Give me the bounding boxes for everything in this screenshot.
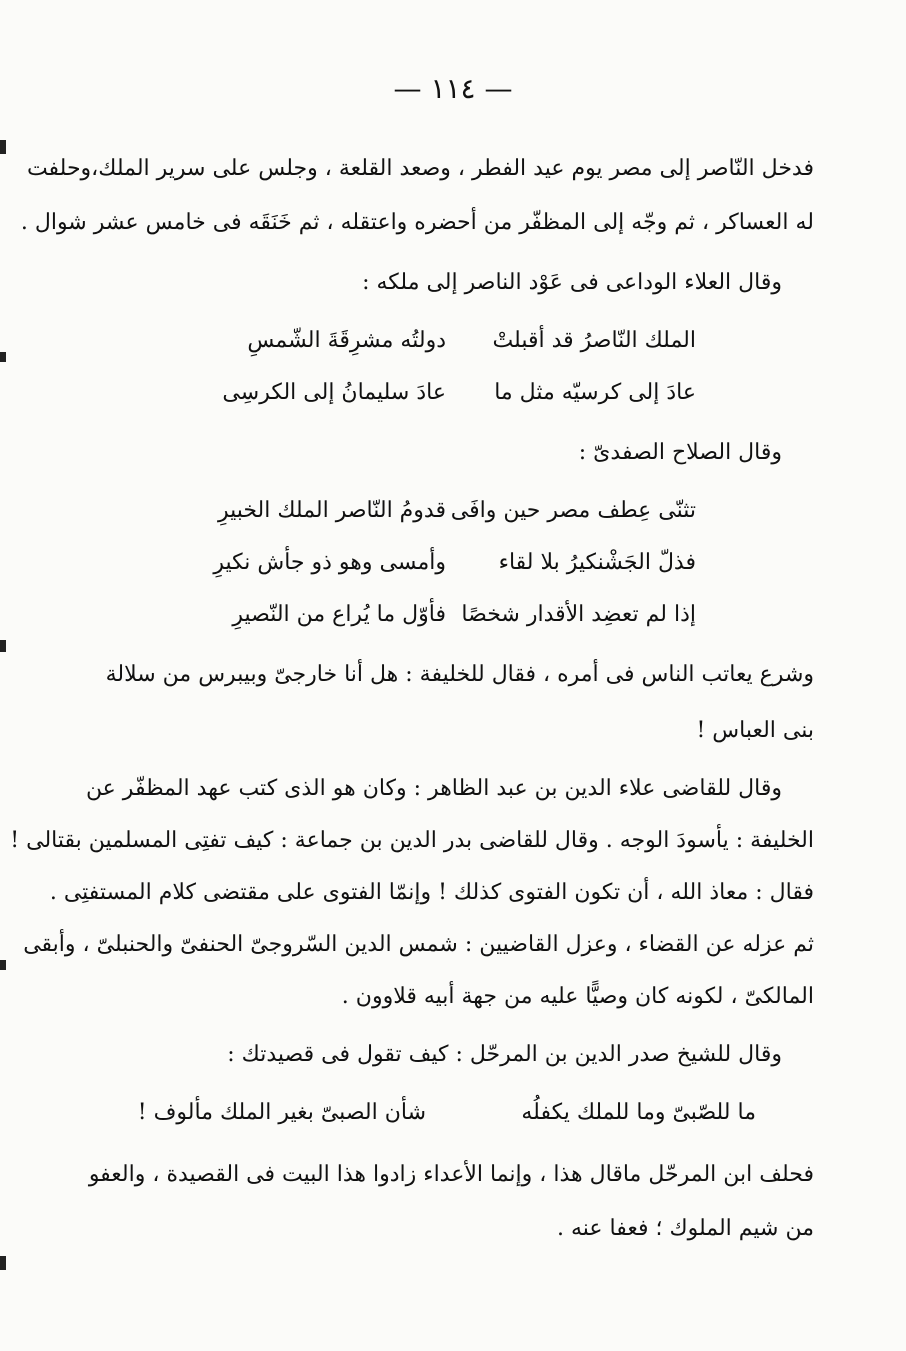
poem-hemistich: الملك النّاصرُ قد أقبلتْ — [492, 328, 696, 353]
poem-hemistich: عادَ إلى كرسيّه مثل ما — [494, 380, 696, 405]
body-line: ثم عزله عن القضاء ، وعزل القاضيين : شمس الدين السّروجىّ الحنفىّ والحنبلىّ ، وأبقى — [23, 932, 814, 957]
scan-edge-mark — [0, 352, 6, 362]
poem-hemistich: عادَ سليمانُ إلى الكرسِى — [222, 380, 446, 405]
poem-hemistich: دولتُه مشرِقَةَ الشّمسِ — [247, 328, 446, 353]
body-line: وشرع يعاتب الناس فى أمره ، فقال للخليفة : هل أنا خارجىّ وبيبرس من سلالة — [105, 662, 814, 687]
page-number: — ١١٤ — — [393, 72, 513, 105]
scan-edge-mark — [0, 960, 6, 970]
poem-hemistich: إذا لم تعضِد الأقدار شخصًا — [461, 602, 696, 627]
poem-hemistich: قدومُ النّاصر الملك الخبيرِ — [217, 498, 446, 523]
poem-hemistich: شأن الصبىّ بغير الملك مألوف ! — [137, 1100, 426, 1125]
body-line: وقال الصلاح الصفدىّ : — [578, 440, 782, 465]
body-line: المالكىّ ، لكونه كان وصيًّا عليه من جهة أبيه قلاوون . — [341, 984, 814, 1009]
body-line: وقال العلاء الوداعى فى عَوْد الناصر إلى ملكه : — [362, 270, 782, 295]
scan-edge-mark — [0, 140, 6, 154]
body-line: فقال : معاذ الله ، أن تكون الفتوى كذلك ! وإنمّا الفتوى على مقتضى كلام المستفتِى . — [49, 880, 814, 905]
body-line: وقال للشيخ صدر الدين بن المرحّل : كيف تقول فى قصيدتك : — [227, 1042, 782, 1067]
body-line: له العساكر ، ثم وجّه إلى المظفّر من أحضره واعتقله ، ثم خَنَقَه فى خامس عشر شوال . — [20, 210, 814, 235]
poem-hemistich: وأمسى وهو ذو جأش نكيرِ — [213, 550, 446, 575]
scan-edge-mark — [0, 1256, 6, 1270]
poem-hemistich: فأوّل ما يُراع من النّصيرِ — [232, 602, 446, 627]
body-line: من شيم الملوك ؛ فعفا عنه . — [556, 1216, 814, 1241]
scan-edge-mark — [0, 640, 6, 652]
body-line: الخليفة : يأسودَ الوجه . وقال للقاضى بدر الدين بن جماعة : كيف تفتِى المسلمين بقتالى ! — [10, 828, 814, 853]
poem-hemistich: فذلّ الجَشْنكيرُ بلا لقاء — [498, 550, 696, 575]
body-line: بنى العباس ! — [696, 718, 814, 743]
body-line: فدخل النّاصر إلى مصر يوم عيد الفطر ، وصعد القلعة ، وجلس على سرير الملك،وحلفت — [26, 156, 814, 181]
poem-hemistich: تثنّى عِطف مصر حين وافَى — [450, 498, 696, 523]
body-line: فحلف ابن المرحّل ماقال هذا ، وإنما الأعداء زادوا هذا البيت فى القصيدة ، والعفو — [88, 1162, 814, 1187]
body-line: وقال للقاضى علاء الدين بن عبد الظاهر : وكان هو الذى كتب عهد المظفّر عن — [85, 776, 782, 801]
poem-hemistich: ما للصّبىّ وما للملك يكفلُه — [521, 1100, 756, 1125]
